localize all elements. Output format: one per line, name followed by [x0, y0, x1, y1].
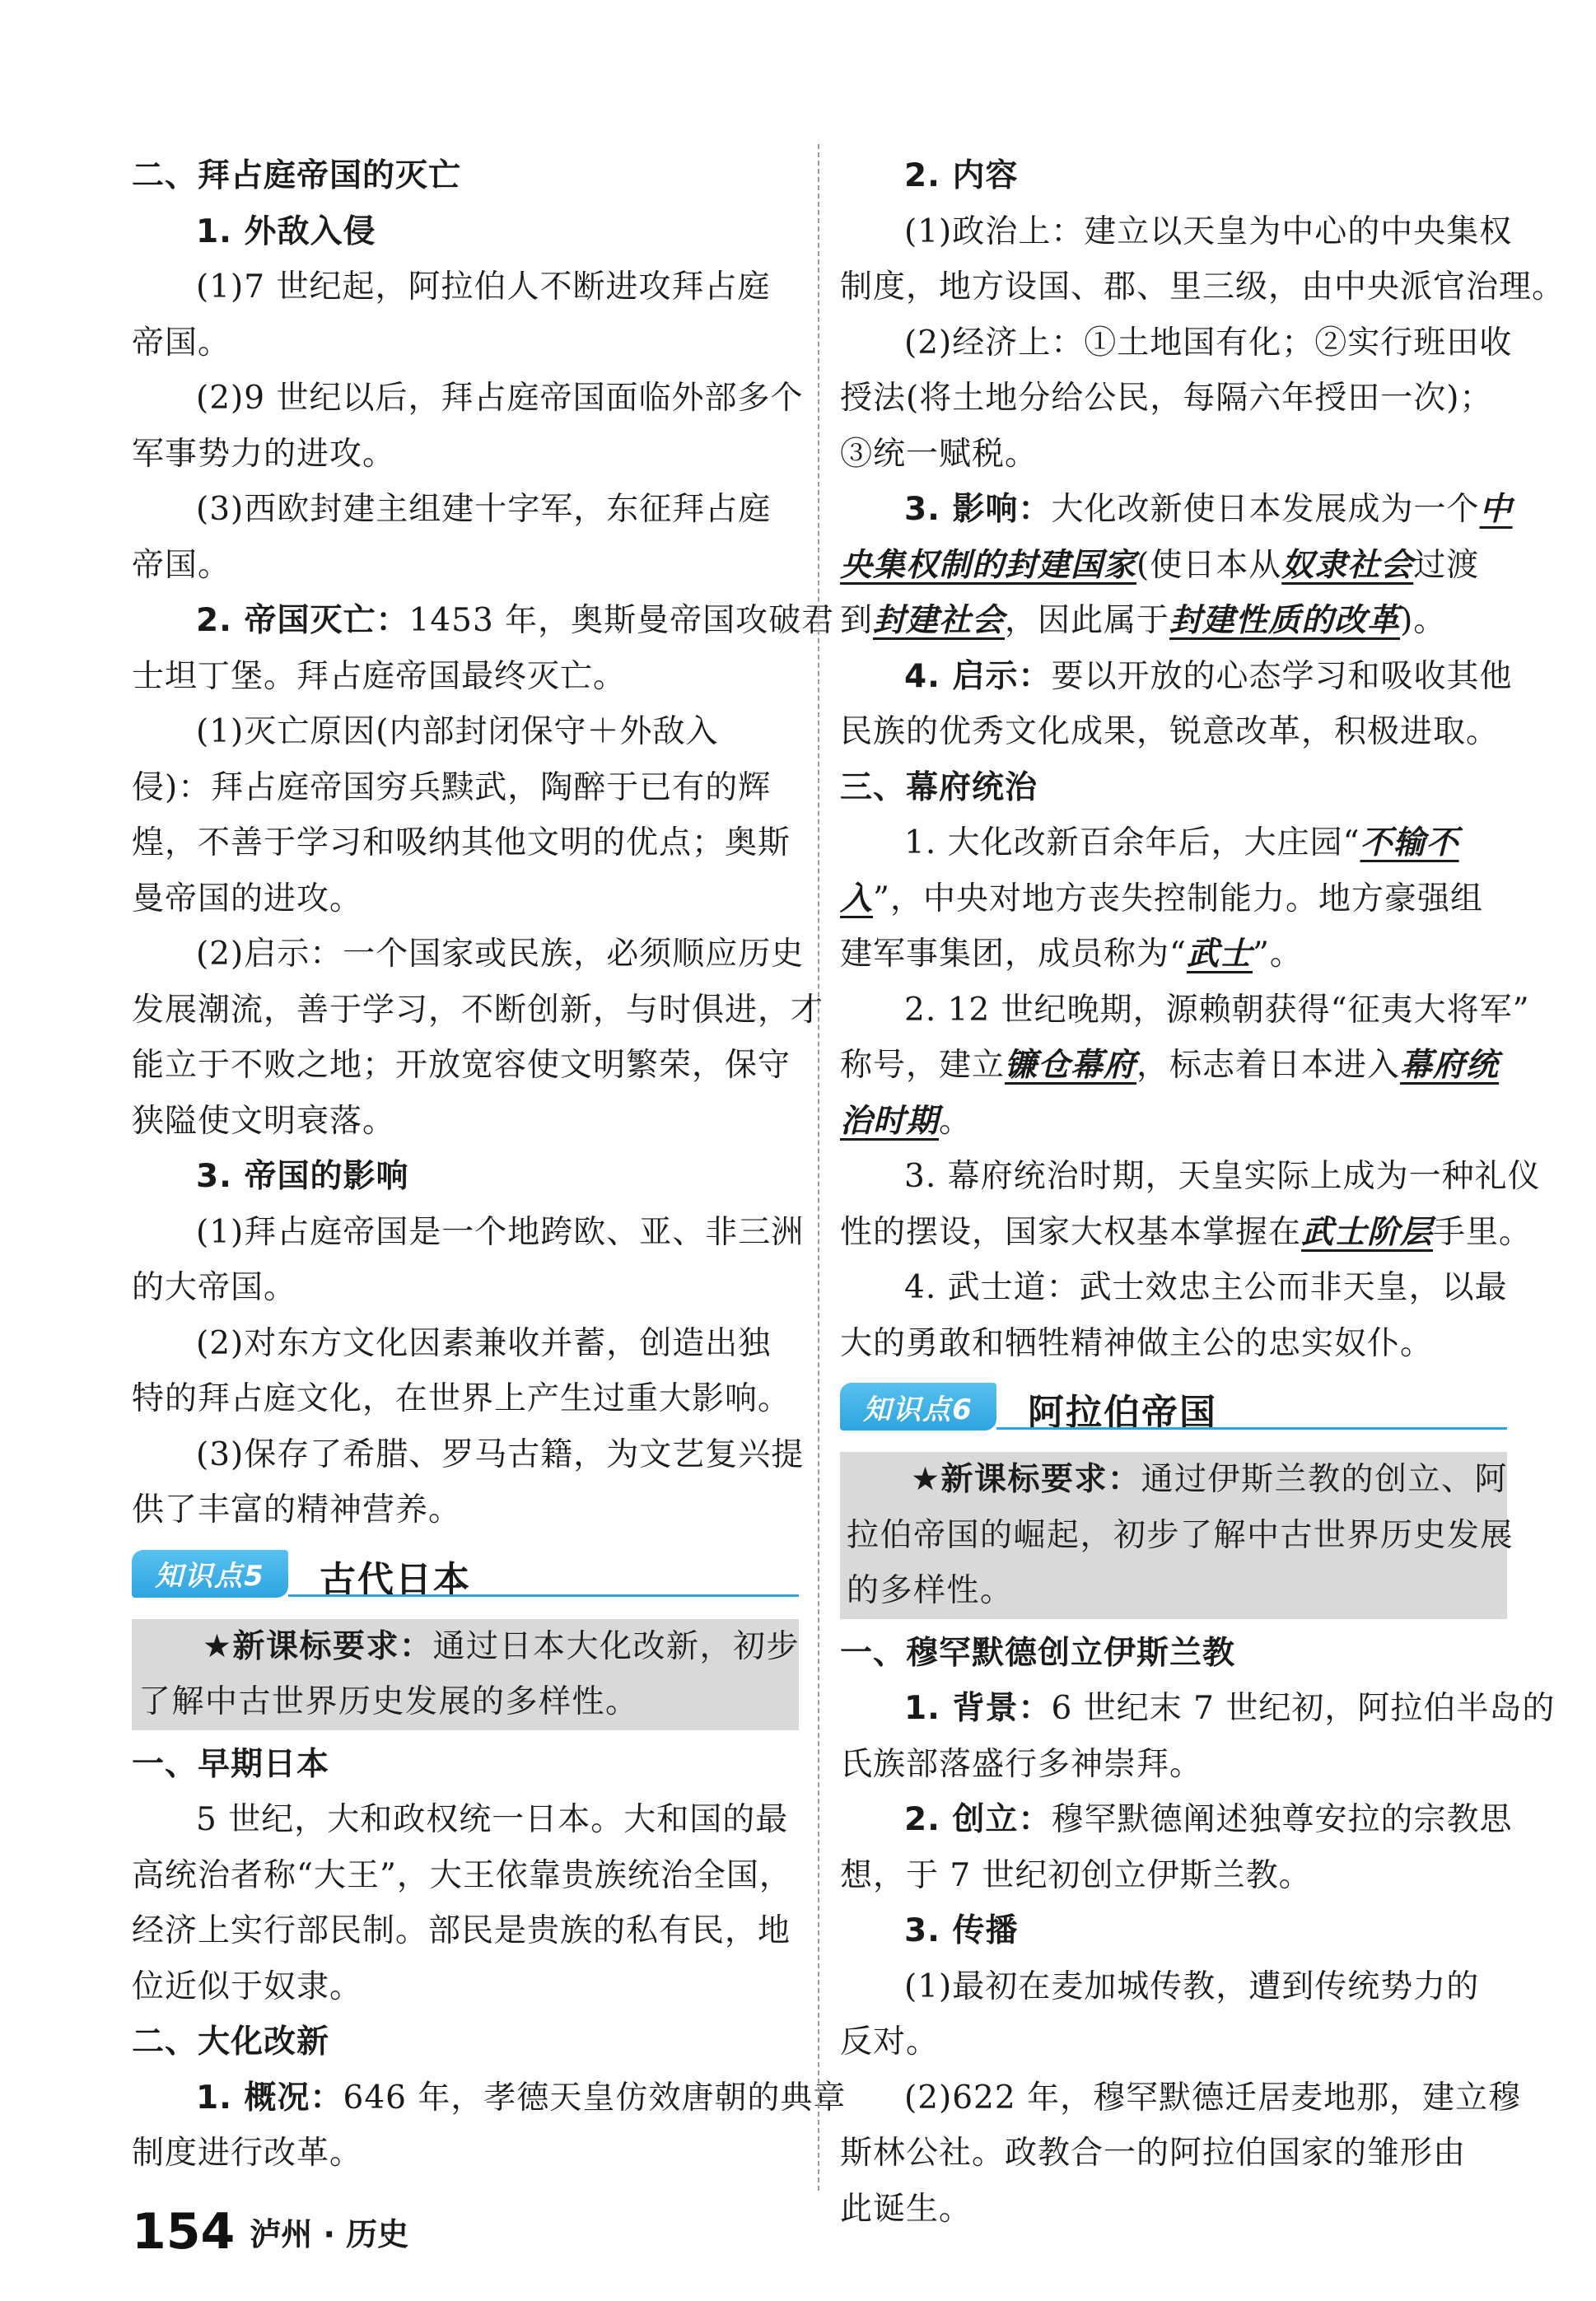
key-answer: 镰仓幕府 [1005, 1046, 1137, 1084]
inline-text: 要以开放的心态学习和吸收其他 [1051, 657, 1513, 695]
paragraph-line: (3)西欧封建主组建十字军，东征拜占庭 [196, 491, 772, 528]
paragraph-line: (1)最初在麦加城传教，遭到传统势力的 [904, 1967, 1480, 2005]
paragraph-line: 斯林公社。政教合一的阿拉伯国家的雏形由 [840, 2135, 1467, 2172]
paragraph-line: 位近似于奴隶。 [132, 1967, 363, 2005]
paragraph-line: 4. 武士道：武士效忠主公而非天皇，以最 [904, 1269, 1508, 1306]
curriculum-standard-box [840, 1452, 1514, 1619]
inline-label: 1. 背景： [904, 1690, 1052, 1727]
paragraph-line: (3)保存了希腊、罗马古籍，为文艺复兴提 [196, 1435, 805, 1473]
paragraph-line: (2)622 年，穆罕默德迁居麦地那，建立穆 [904, 2079, 1522, 2117]
inline-label: ★新课标要求： [911, 1461, 1141, 1498]
key-answer: 武士阶层 [1301, 1212, 1434, 1251]
inline-text: 性的摆设，国家大权基本掌握在 [840, 1213, 1302, 1251]
header-rule [288, 1594, 799, 1597]
key-answer: 奴隶社会 [1281, 545, 1414, 584]
paragraph-line [840, 1038, 1507, 1094]
header-rule [996, 1427, 1507, 1430]
knowledge-point-title: 阿拉伯帝国 [1028, 1392, 1217, 1434]
key-answer: 入 [840, 879, 874, 917]
paragraph-line: 拉伯帝国的崛起，初步了解中古世界历史发展 [847, 1516, 1514, 1554]
knowledge-point-title: 古代日本 [320, 1558, 471, 1601]
paragraph-line [840, 815, 1507, 871]
paragraph-line: 煌，不善于学习和吸纳其他文明的优点；奥斯 [132, 824, 791, 861]
paragraph-line: (1)灭亡原因(内部封闭保守＋外敌入 [196, 713, 719, 750]
paragraph-line [840, 1094, 1507, 1150]
paragraph-line: (2)启示：一个国家或民族，必须顺应历史 [196, 936, 805, 973]
paragraph-line [840, 649, 1513, 705]
paragraph-line [840, 1792, 1513, 1848]
inline-label: 1. 概况： [196, 2079, 343, 2117]
paragraph-line: 想，于 7 世纪初创立伊斯兰教。 [840, 1856, 1312, 1894]
key-answer: 封建社会 [873, 601, 1006, 639]
inline-text: 1. 大化改新百余年后，大庄园“ [904, 824, 1360, 861]
paragraph-line: 经济上实行部民制。部民是贵族的私有民，地 [132, 1912, 791, 1949]
inline-text: 1453 年，奥斯曼帝国攻破君 [408, 602, 835, 639]
paragraph-line: 狭隘使文明衰落。 [132, 1102, 396, 1140]
inline-label: 3. 影响： [904, 491, 1052, 528]
section-heading: 二、大化改新 [132, 2023, 330, 2061]
inline-text: 通过日本大化改新，初步 [432, 1627, 800, 1665]
paragraph-line: 曼帝国的进攻。 [132, 880, 363, 917]
paragraph-line: 5 世纪，大和政权统一日本。大和国的最 [196, 1801, 789, 1838]
inline-text: )。 [1400, 602, 1447, 639]
paragraph-line: 帝国。 [132, 324, 231, 362]
paragraph-line: 制度，地方设国、郡、里三级，由中央派官治理。 [840, 268, 1566, 306]
inline-label: 4. 启示： [904, 657, 1052, 695]
inline-label: ★新课标要求： [203, 1627, 433, 1665]
subheading: 2. 内容 [904, 157, 1019, 194]
inline-text: ，标志着日本进入 [1136, 1047, 1401, 1084]
paragraph-line [840, 871, 1507, 927]
key-answer: 中 [1479, 490, 1513, 528]
paragraph-line [840, 593, 1507, 649]
paragraph-line: 发展潮流，善于学习，不断创新，与时俱进，才 [132, 991, 824, 1029]
inline-text: 646 年，孝德天皇仿效唐朝的典章 [343, 2079, 847, 2117]
inline-text: 称号，建立 [840, 1047, 1006, 1084]
paragraph-line: 3. 幕府统治时期，天皇实际上成为一种礼仪 [904, 1158, 1541, 1195]
paragraph-line [138, 1619, 800, 1675]
knowledge-point-header [132, 1540, 799, 1614]
paragraph-line [840, 1205, 1533, 1261]
section-heading: 一、早期日本 [132, 1745, 330, 1783]
inline-text: 通过伊斯兰教的创立、阿 [1141, 1461, 1508, 1498]
column-divider [818, 144, 819, 2191]
knowledge-point-badge: 知识点6 [840, 1383, 996, 1431]
paragraph-line: 氏族部落盛行多神崇拜。 [840, 1745, 1203, 1783]
right-column [840, 148, 1566, 2237]
paragraph-line: ③统一赋税。 [840, 435, 1038, 473]
paragraph-line: 制度进行改革。 [132, 2135, 363, 2172]
paragraph-line: 士坦丁堡。拜占庭帝国最终灭亡。 [132, 657, 627, 695]
paragraph-line [840, 538, 1507, 594]
knowledge-point-badge: 知识点5 [132, 1550, 288, 1598]
paragraph-line: 授法(将土地分给公民，每隔六年授田一次)； [840, 380, 1493, 417]
paragraph-line [132, 2070, 847, 2126]
paragraph-line: 的大帝国。 [132, 1269, 297, 1306]
key-answer: 央集权制的封建国家 [840, 545, 1137, 584]
inline-text: ”。 [1252, 936, 1303, 973]
paragraph-line: 供了丰富的精神营养。 [132, 1491, 462, 1529]
page-footer [132, 2195, 408, 2261]
inline-text: 手里。 [1433, 1213, 1533, 1251]
inline-text: 到 [840, 602, 874, 639]
key-answer: 不输不 [1360, 824, 1459, 861]
paragraph-line: 能立于不败之地；开放宽容使文明繁荣，保守 [132, 1047, 791, 1084]
left-column [132, 148, 847, 2182]
paragraph-line [847, 1452, 1508, 1508]
paragraph-line: 军事势力的进攻。 [132, 435, 396, 473]
key-answer: 武士 [1186, 935, 1253, 973]
paragraph-line: (2)经济上：①土地国有化；②实行班田收 [904, 324, 1513, 362]
inline-text: 6 世纪末 7 世纪初，阿拉伯半岛的 [1051, 1690, 1556, 1727]
inline-text: 建军事集团，成员称为“ [840, 936, 1187, 973]
section-heading: 二、拜占庭帝国的灭亡 [132, 157, 462, 194]
inline-text: ，因此属于 [1005, 602, 1170, 639]
paragraph-line: 大的勇敢和牺牲精神做主公的忠实奴仆。 [840, 1324, 1434, 1362]
paragraph-line [840, 1681, 1556, 1737]
paragraph-line: (1)政治上：建立以天皇为中心的中央集权 [904, 212, 1513, 250]
paragraph-line: 2. 12 世纪晚期，源赖朝获得“征夷大将军” [904, 991, 1530, 1029]
inline-label: 2. 帝国灭亡： [196, 602, 409, 639]
knowledge-point-header [840, 1373, 1507, 1447]
subheading: 3. 帝国的影响 [196, 1158, 409, 1195]
curriculum-standard-box [132, 1619, 799, 1730]
subheading: 3. 传播 [904, 1912, 1019, 1949]
paragraph-line: 侵)：拜占庭帝国穷兵黩武，陶醉于已有的辉 [132, 768, 772, 806]
paragraph-line: 帝国。 [132, 546, 231, 584]
paragraph-line: 民族的优秀文化成果，锐意改革，积极进取。 [840, 713, 1500, 750]
paragraph-line: 的多样性。 [847, 1572, 1014, 1609]
paragraph-line: 特的拜占庭文化，在世界上产生过重大影响。 [132, 1380, 791, 1417]
paragraph-line: (2)9 世纪以后，拜占庭帝国面临外部多个 [196, 380, 804, 417]
subheading: 1. 外敌入侵 [196, 212, 376, 250]
paragraph-line [132, 593, 835, 649]
key-answer: 幕府统 [1400, 1046, 1500, 1084]
section-heading: 三、幕府统治 [840, 768, 1038, 806]
paragraph-line: 了解中古世界历史发展的多样性。 [138, 1683, 639, 1720]
paragraph-line: 此诞生。 [840, 2190, 973, 2228]
page-number: 154 [132, 2203, 236, 2261]
region-subject-label: 泸州 · 历史 [250, 2216, 409, 2252]
paragraph-line: (2)对东方文化因素兼收并蓄，创造出独 [196, 1324, 772, 1362]
inline-text: 大化改新使日本发展成为一个 [1051, 491, 1480, 528]
paragraph-line: (1)拜占庭帝国是一个地跨欧、亚、非三洲 [196, 1213, 805, 1251]
key-answer: 治时期 [840, 1101, 940, 1140]
inline-text: ”，中央对地方丧失控制能力。地方豪强组 [873, 880, 1483, 917]
paragraph-line [840, 926, 1507, 982]
inline-text: 过渡 [1413, 546, 1480, 584]
section-heading: 一、穆罕默德创立伊斯兰教 [840, 1634, 1236, 1672]
paragraph-line: (1)7 世纪起，阿拉伯人不断进攻拜占庭 [196, 268, 771, 306]
paragraph-line: 反对。 [840, 2023, 940, 2061]
inline-text: 穆罕默德阐述独尊安拉的宗教思 [1051, 1801, 1513, 1838]
key-answer: 封建性质的改革 [1169, 601, 1401, 639]
inline-text: 。 [939, 1102, 973, 1140]
paragraph-line: 高统治者称“大王”，大王依靠贵族统治全国， [132, 1856, 792, 1894]
paragraph-line [840, 482, 1513, 538]
inline-text: (使日本从 [1136, 546, 1282, 584]
inline-label: 2. 创立： [904, 1801, 1052, 1838]
